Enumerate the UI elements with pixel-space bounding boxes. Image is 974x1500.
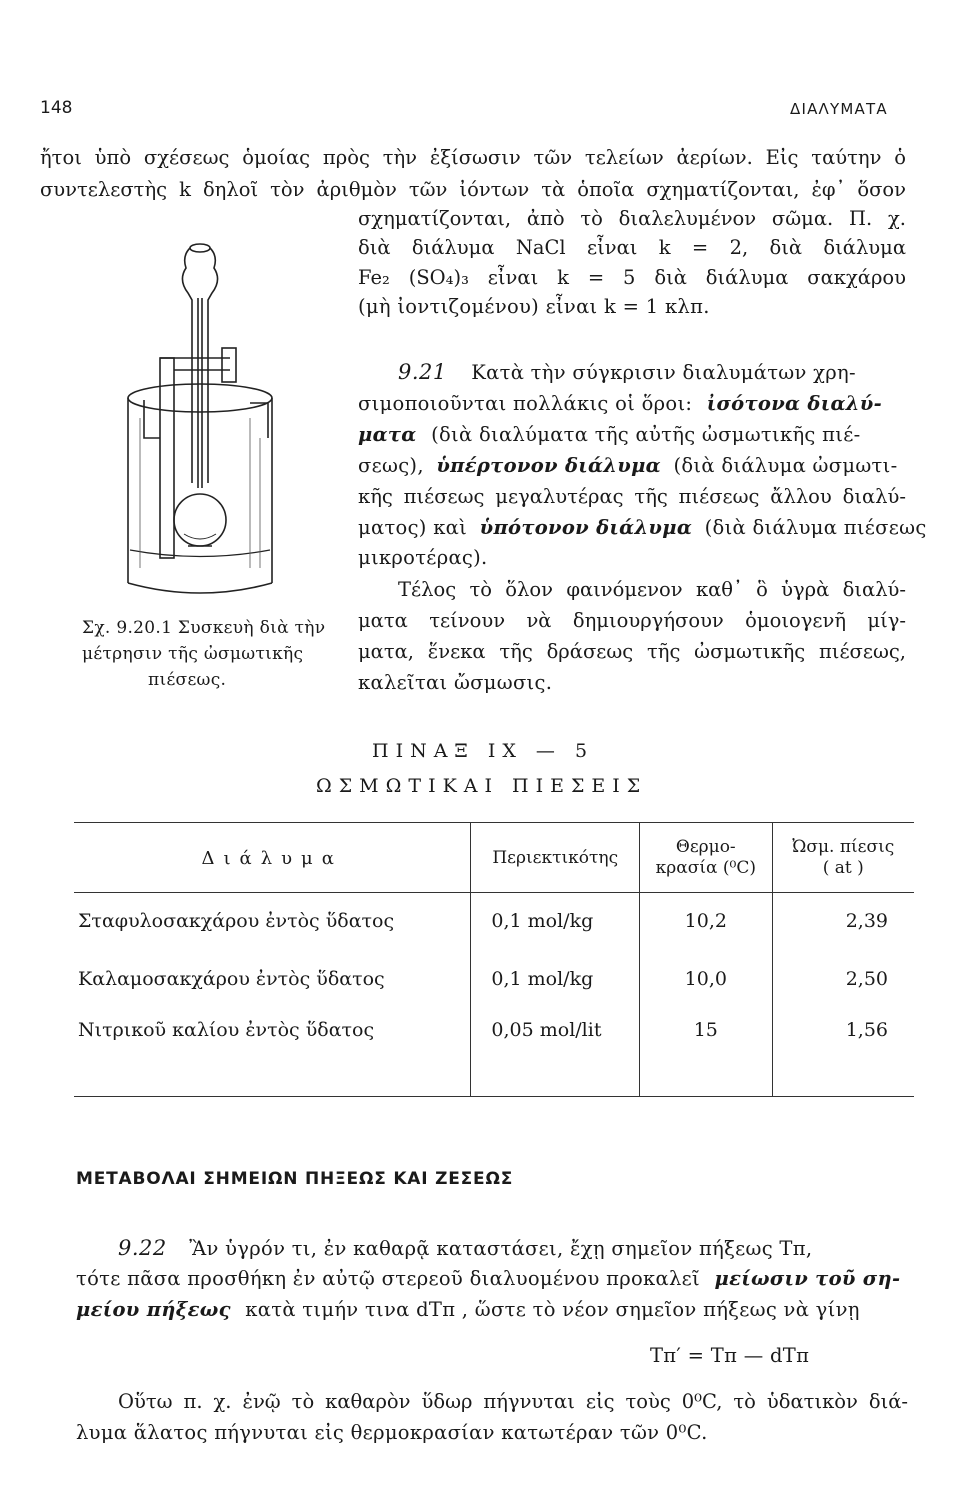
section-921-line-2 [358,392,882,415]
section-922-text-2a: τότε πᾶσα προσθήκη ἐν αὐτῷ στερεοῦ διαλυομένου προκαλεῖ [76,1267,700,1290]
figure-caption-line-3: πιέσεως. [148,670,227,690]
section-921-line-9: ματα τείνουν νὰ δημιουργήσουν ὁμοιογενῆ μίγ- [358,609,906,632]
figure-caption-line-2: μέτρησιν τῆς ὠσμωτικῆς [82,644,304,664]
cell-content: 0,1 mol/kg [471,949,640,1009]
figure-caption-line-1: Σχ. 9.20.1 Συσκευὴ διὰ τὴν [82,618,326,638]
cell-solution: Καλαμοσακχάρου ἐντὸς ὕδατος [74,949,471,1009]
section-922-number: 9.22 [118,1236,167,1260]
table-row [74,893,914,949]
section-922-line-1 [118,1236,908,1260]
section-921-text-4b: (διὰ διάλυμα ὠσμωτι- [673,454,898,477]
term-meiosin: μείωσιν τοῦ ση- [714,1267,901,1290]
intro-line-2: συντελεστὴς k δηλοῖ τὸν ἀριθμὸν τῶν ἰόντων τὰ ὁποῖα σχηματίζονται, ἐφ᾽ ὅσον [40,178,906,201]
term-meiosin-cont: μείου πήξεως [76,1298,231,1321]
term-hypotonon: ὑπότονον διάλυμα [479,516,693,539]
cell-pressure: 2,39 [845,909,888,932]
section-921-line-3 [358,423,861,446]
table-subtitle: ΩΣΜΩΤΙΚΑΙ ΠΙΕΣΕΙΣ [316,775,648,797]
section-921-text-3: (διὰ διαλύματα τῆς αὐτῆς ὠσμωτικῆς πιέ- [431,423,861,446]
term-isotona: ἰσότονα διαλύ- [706,392,882,415]
section-921-line-11: καλεῖται ὤσμωσις. [358,671,553,694]
cell-solution: Σταφυλοσακχάρου ἐντὸς ὕδατος [74,893,471,949]
cell-solution: Νιτρικοῦ καλίου ἐντὸς ὕδατος [74,1009,471,1097]
section-921-text-2a: σιμοποιοῦνται πολλάκις οἱ ὅροι: [358,392,693,415]
cell-temp: 15 [640,1009,772,1097]
table-row [74,949,914,1009]
header-content: Περιεκτικότης [471,823,640,893]
section-921-line-5: κῆς πιέσεως μεγαλυτέρας τῆς πιέσεως ἄλλου διαλύ- [358,485,906,508]
intro-line-5: Fe₂ (SO₄)₃ εἶναι k = 5 διὰ διάλυμα σακχάρου [358,266,906,289]
header-solution: Διάλυμα [201,847,343,869]
header-pressure-2: ( at ) [822,857,864,878]
intro-line-4: διὰ διάλυμα NaCl εἶναι k = 2, διὰ διάλυμα [358,236,906,259]
cell-temp: 10,0 [640,949,772,1009]
section-921-line-4 [358,454,897,477]
header-pressure-1: Ὠσμ. πίεσις [792,836,895,857]
section-921-text-1: Κατὰ τὴν σύγκρισιν διαλυμάτων χρη- [471,361,856,384]
cell-content: 0,1 mol/kg [471,893,640,949]
cell-content: 0,05 mol/lit [471,1009,640,1097]
cell-temp: 10,2 [640,893,772,949]
section-921-number: 9.21 [398,360,447,384]
section-922-text-3: κατὰ τιμήν τινα dTπ , ὥστε τὸ νέον σημεῖον πήξεως νὰ γίνῃ [245,1298,860,1321]
section-921-line-7: μικροτέρας). [358,546,488,569]
cell-pressure: 2,50 [845,967,888,990]
section-921-line-10: ματα, ἕνεκα τῆς δράσεως τῆς ὠσμωτικῆς πιέσεως, [358,640,906,663]
section-921-line-6 [358,516,927,539]
section-heading: ΜΕΤΑΒΟΛΑΙ ΣΗΜΕΙΩΝ ΠΗΞΕΩΣ ΚΑΙ ΖΕΣΕΩΣ [76,1169,514,1189]
section-922-line-2 [76,1267,900,1290]
intro-line-1: ἤτοι ὑπὸ σχέσεως ὁμοίας πρὸς τὴν ἐξίσωσιν τῶν τελείων ἀερίων. Εἰς ταύτην ὁ [40,146,906,169]
table-title: ΠΙΝΑΞ ΙΧ — 5 [372,740,595,762]
header-temp-1: Θερμο- [675,836,736,857]
osmometer-figure [100,238,300,608]
section-922-line-5: λυμα ἅλατος πήγνυται εἰς θερμοκρασίαν κατωτέραν τῶν 0⁰C. [76,1421,708,1444]
cell-pressure: 1,56 [845,1018,888,1041]
section-922-line-4: Οὕτω π. χ. ἐνῷ τὸ καθαρὸν ὕδωρ πήγνυται εἰς τοὺς 0⁰C, τὸ ὑδατικὸν διά- [118,1390,908,1413]
section-921-text-6a: ματος) καὶ [358,516,468,539]
section-921-line-1 [398,360,856,384]
osmotic-pressure-table [74,822,914,1097]
header-temp-2: κρασία (⁰C) [655,857,756,878]
section-921-line-8: Τέλος τὸ ὅλον φαινόμενον καθ᾽ ὃ ὑγρὰ διαλύ- [398,578,906,601]
section-922-text-1: Ἂν ὑγρόν τι, ἐν καθαρᾷ καταστάσει, ἔχῃ σημεῖον πήξεως Τπ, [189,1237,813,1260]
section-922-line-3 [76,1298,860,1321]
section-921-text-6b: (διὰ διάλυμα πιέσεως [704,516,927,539]
running-title: ΔΙΑΛΥΜΑΤΑ [790,100,888,118]
term-isotona-cont: ματα [358,423,417,446]
intro-line-3: σχηματίζονται, ἀπὸ τὸ διαλελυμένον σῶμα. Π. χ. [358,207,906,230]
intro-line-6: (μὴ ἰοντιζομένου) εἶναι k = 1 κλπ. [358,295,710,318]
section-921-text-4a: σεως), [358,454,424,477]
term-hypertonon: ὑπέρτονον διάλυμα [436,454,661,477]
equation: Τπ′ = Τπ — dTπ [650,1344,810,1367]
table-row [74,1009,914,1097]
page-number: 148 [40,98,73,118]
